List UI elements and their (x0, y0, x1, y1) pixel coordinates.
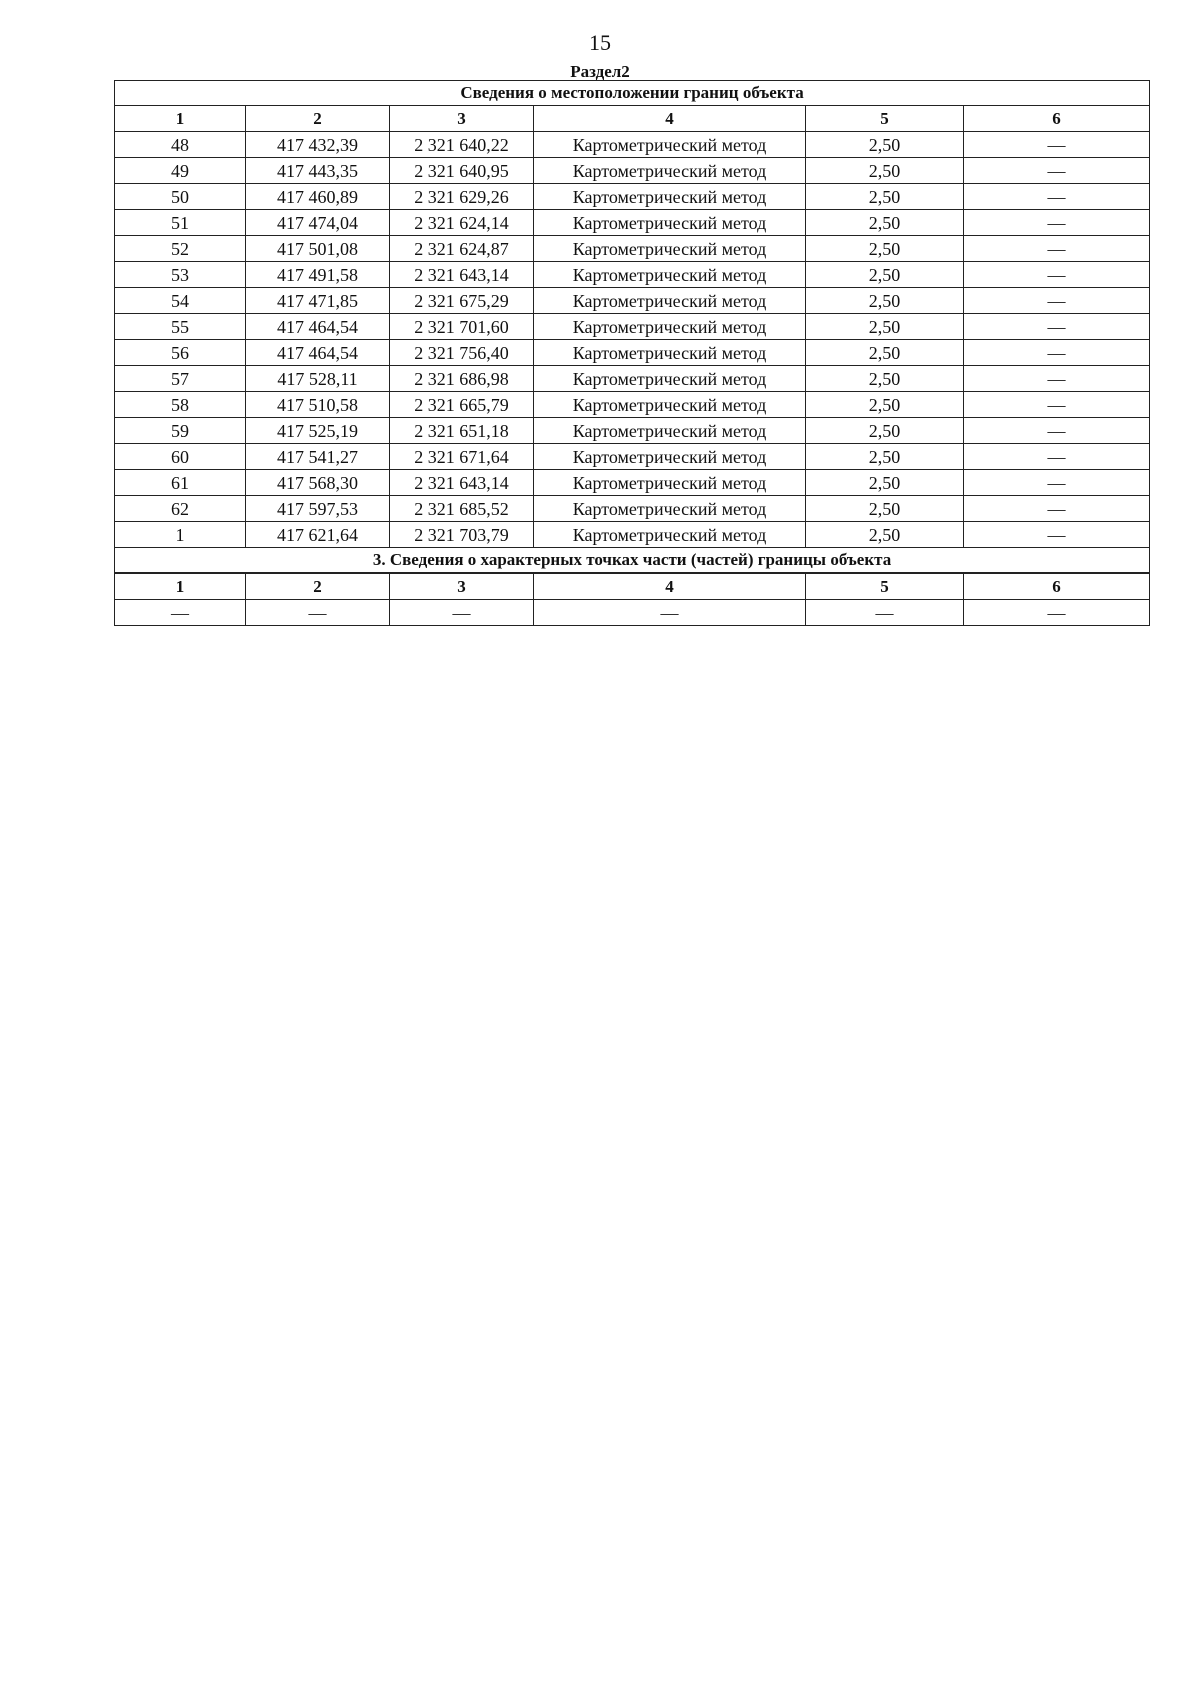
x-coordinate-cell: 417 474,04 (246, 210, 390, 236)
x-coordinate-cell: 417 501,08 (246, 236, 390, 262)
y-coordinate-cell: 2 321 675,29 (390, 288, 534, 314)
method-cell: Картометрический метод (534, 392, 806, 418)
accuracy-cell: 2,50 (806, 262, 964, 288)
description-cell: — (964, 262, 1150, 288)
x-coordinate-cell: 417 432,39 (246, 132, 390, 158)
point-number-cell: 54 (115, 288, 246, 314)
accuracy-cell: 2,50 (806, 366, 964, 392)
description-cell: — (964, 236, 1150, 262)
y-coordinate-cell: 2 321 640,95 (390, 158, 534, 184)
accuracy-cell: 2,50 (806, 210, 964, 236)
table2-caption-row (115, 548, 1150, 574)
description-cell: — (964, 132, 1150, 158)
table-row (115, 470, 1150, 496)
method-cell: Картометрический метод (534, 314, 806, 340)
y-coordinate-cell: 2 321 624,14 (390, 210, 534, 236)
table2-header-row (115, 573, 1150, 600)
y-coordinate-cell: 2 321 629,26 (390, 184, 534, 210)
x-coordinate-cell: 417 510,58 (246, 392, 390, 418)
description-cell: — (964, 600, 1150, 626)
column-header: 6 (964, 106, 1150, 132)
method-cell: Картометрический метод (534, 210, 806, 236)
description-cell: — (964, 184, 1150, 210)
point-number-cell: 60 (115, 444, 246, 470)
point-number-cell: — (115, 600, 246, 626)
boundary-table-container (114, 80, 1149, 626)
method-cell: Картометрический метод (534, 366, 806, 392)
method-cell: Картометрический метод (534, 418, 806, 444)
accuracy-cell: 2,50 (806, 340, 964, 366)
y-coordinate-cell: 2 321 701,60 (390, 314, 534, 340)
table-row (115, 210, 1150, 236)
description-cell: — (964, 366, 1150, 392)
y-coordinate-cell: 2 321 624,87 (390, 236, 534, 262)
description-cell: — (964, 392, 1150, 418)
table-row (115, 392, 1150, 418)
table-row (115, 496, 1150, 522)
method-cell: — (534, 600, 806, 626)
method-cell: Картометрический метод (534, 340, 806, 366)
description-cell: — (964, 470, 1150, 496)
section-title: Раздел2 (570, 62, 630, 81)
description-cell: — (964, 288, 1150, 314)
x-coordinate-cell: 417 460,89 (246, 184, 390, 210)
point-number-cell: 59 (115, 418, 246, 444)
column-header: 2 (246, 106, 390, 132)
point-number-cell: 50 (115, 184, 246, 210)
description-cell: — (964, 210, 1150, 236)
accuracy-cell: 2,50 (806, 288, 964, 314)
accuracy-cell: 2,50 (806, 418, 964, 444)
point-number-cell: 58 (115, 392, 246, 418)
x-coordinate-cell: 417 491,58 (246, 262, 390, 288)
x-coordinate-cell: 417 525,19 (246, 418, 390, 444)
point-number-cell: 57 (115, 366, 246, 392)
point-number-cell: 62 (115, 496, 246, 522)
x-coordinate-cell: 417 471,85 (246, 288, 390, 314)
y-coordinate-cell: 2 321 756,40 (390, 340, 534, 366)
point-number-cell: 48 (115, 132, 246, 158)
method-cell: Картометрический метод (534, 522, 806, 548)
accuracy-cell: 2,50 (806, 158, 964, 184)
table-row (115, 600, 1150, 626)
point-number-cell: 56 (115, 340, 246, 366)
table-row (115, 340, 1150, 366)
y-coordinate-cell: 2 321 703,79 (390, 522, 534, 548)
accuracy-cell: 2,50 (806, 522, 964, 548)
x-coordinate-cell: 417 464,54 (246, 340, 390, 366)
point-number-cell: 53 (115, 262, 246, 288)
x-coordinate-cell: 417 541,27 (246, 444, 390, 470)
column-header: 3 (390, 106, 534, 132)
table-row (115, 444, 1150, 470)
accuracy-cell: 2,50 (806, 392, 964, 418)
point-number-cell: 1 (115, 522, 246, 548)
y-coordinate-cell: 2 321 671,64 (390, 444, 534, 470)
column-header: 1 (115, 106, 246, 132)
accuracy-cell: 2,50 (806, 184, 964, 210)
accuracy-cell: 2,50 (806, 496, 964, 522)
table-row (115, 184, 1150, 210)
boundary-table (114, 80, 1150, 626)
method-cell: Картометрический метод (534, 236, 806, 262)
description-cell: — (964, 314, 1150, 340)
page-number: 15 (589, 30, 611, 55)
table-row (115, 366, 1150, 392)
method-cell: Картометрический метод (534, 288, 806, 314)
point-number-cell: 51 (115, 210, 246, 236)
method-cell: Картометрический метод (534, 496, 806, 522)
description-cell: — (964, 158, 1150, 184)
table-row (115, 132, 1150, 158)
table-row (115, 262, 1150, 288)
accuracy-cell: 2,50 (806, 444, 964, 470)
table-row (115, 288, 1150, 314)
y-coordinate-cell: 2 321 651,18 (390, 418, 534, 444)
table-caption: Сведения о местоположении границ объекта (115, 81, 1150, 106)
table-row (115, 418, 1150, 444)
description-cell: — (964, 522, 1150, 548)
y-coordinate-cell: 2 321 665,79 (390, 392, 534, 418)
description-cell: — (964, 496, 1150, 522)
column-header: 1 (115, 573, 246, 600)
accuracy-cell: — (806, 600, 964, 626)
y-coordinate-cell: 2 321 686,98 (390, 366, 534, 392)
y-coordinate-cell: 2 321 640,22 (390, 132, 534, 158)
description-cell: — (964, 418, 1150, 444)
column-header: 4 (534, 106, 806, 132)
point-number-cell: 49 (115, 158, 246, 184)
table2-caption: 3. Сведения о характерных точках части (частей) границы объекта (115, 548, 1150, 574)
y-coordinate-cell: 2 321 643,14 (390, 470, 534, 496)
point-number-cell: 52 (115, 236, 246, 262)
point-number-cell: 55 (115, 314, 246, 340)
x-coordinate-cell: 417 443,35 (246, 158, 390, 184)
table-caption-row (115, 81, 1150, 106)
table-row (115, 236, 1150, 262)
column-header: 5 (806, 106, 964, 132)
accuracy-cell: 2,50 (806, 132, 964, 158)
method-cell: Картометрический метод (534, 262, 806, 288)
x-coordinate-cell: 417 621,64 (246, 522, 390, 548)
accuracy-cell: 2,50 (806, 314, 964, 340)
description-cell: — (964, 444, 1150, 470)
x-coordinate-cell: — (246, 600, 390, 626)
x-coordinate-cell: 417 464,54 (246, 314, 390, 340)
method-cell: Картометрический метод (534, 158, 806, 184)
accuracy-cell: 2,50 (806, 236, 964, 262)
column-header: 2 (246, 573, 390, 600)
y-coordinate-cell: 2 321 643,14 (390, 262, 534, 288)
method-cell: Картометрический метод (534, 184, 806, 210)
table-row (115, 522, 1150, 548)
column-header: 5 (806, 573, 964, 600)
column-header: 3 (390, 573, 534, 600)
x-coordinate-cell: 417 597,53 (246, 496, 390, 522)
table-header-row (115, 106, 1150, 132)
y-coordinate-cell: 2 321 685,52 (390, 496, 534, 522)
x-coordinate-cell: 417 568,30 (246, 470, 390, 496)
table-row (115, 314, 1150, 340)
point-number-cell: 61 (115, 470, 246, 496)
column-header: 6 (964, 573, 1150, 600)
table-row (115, 158, 1150, 184)
method-cell: Картометрический метод (534, 444, 806, 470)
method-cell: Картометрический метод (534, 132, 806, 158)
accuracy-cell: 2,50 (806, 470, 964, 496)
y-coordinate-cell: — (390, 600, 534, 626)
description-cell: — (964, 340, 1150, 366)
x-coordinate-cell: 417 528,11 (246, 366, 390, 392)
method-cell: Картометрический метод (534, 470, 806, 496)
column-header: 4 (534, 573, 806, 600)
